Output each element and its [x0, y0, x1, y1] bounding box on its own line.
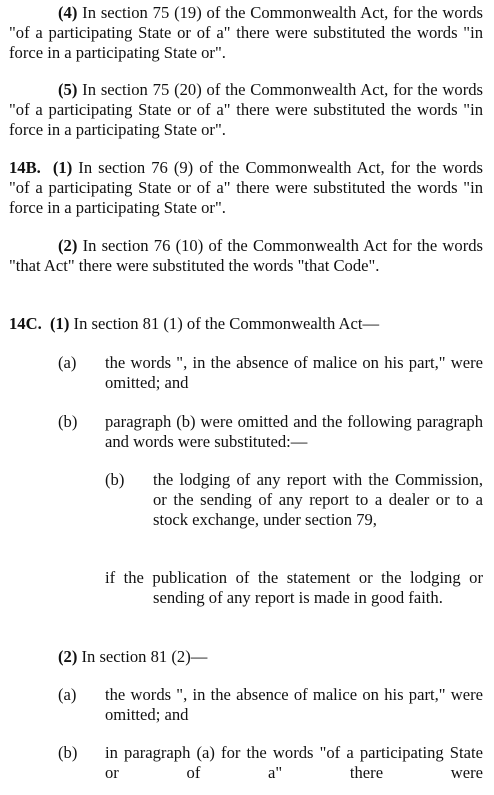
section-14C-2 — [9, 647, 483, 667]
paragraph-label: (a) — [58, 353, 77, 372]
paragraph-text: the words ", in the absence of malice on his part," were omitted; and — [105, 685, 483, 724]
subsection-text: In section 81 (2)— — [77, 647, 208, 666]
section-14B-2 — [9, 236, 483, 276]
subsection-number: (1) — [52, 158, 73, 177]
subsection-number: (5) — [58, 80, 78, 99]
paragraph-label: (b) — [58, 743, 78, 762]
subsection-number: (4) — [58, 3, 78, 22]
paragraph-text: the lodging of any report with the Commission, or the sending of any report to a dealer or to a stock exchange, under section 79, — [153, 470, 483, 529]
subsection-number: (2) — [58, 236, 78, 255]
paragraph-label: (b) — [58, 412, 78, 431]
subsection-text: In section 76 (10) of the Commonwealth Act for the words "that Act" there were substituted the words "that Code". — [9, 236, 483, 275]
subsection-number: (2) — [58, 647, 78, 666]
section-number: 14C. — [9, 314, 42, 333]
paragraph-text: the words ", in the absence of malice on his part," were omitted; and — [105, 353, 483, 392]
section-14C-1 — [9, 314, 483, 334]
section-14B-1 — [9, 158, 483, 218]
paragraph-text: paragraph (b) were omitted and the following paragraph and words were substituted:— — [105, 412, 483, 451]
paragraph-label: (a) — [58, 685, 77, 704]
subsection-text: In section 76 (9) of the Commonwealth Act, for the words "of a participating State or of a" there were substituted the words "in force in a participating State or". — [9, 158, 484, 217]
subsection-text: In section 75 (19) of the Commonwealth Act, for the words "of a participating State or of a" there were substituted the words "in force in a participating State or". — [9, 3, 483, 62]
subsection-75-19 — [9, 3, 483, 63]
subsection-75-20 — [9, 80, 483, 140]
subsection-number: (1) — [50, 314, 70, 333]
section-number: 14B. — [9, 158, 41, 177]
paragraph-label: (b) — [105, 470, 125, 489]
subsection-text: In section 81 (1) of the Commonwealth Act— — [69, 314, 380, 333]
subsection-text: In section 75 (20) of the Commonwealth Act, for the words "of a participating State or of a" there were substituted the words "in force in a participating State or". — [9, 80, 483, 139]
paragraph-text: in paragraph (a) for the words "of a participating State or of a" there were — [105, 743, 483, 782]
substituted-words: if the publication of the statement or the lodging or sending of any report is made in good faith. — [105, 568, 483, 607]
